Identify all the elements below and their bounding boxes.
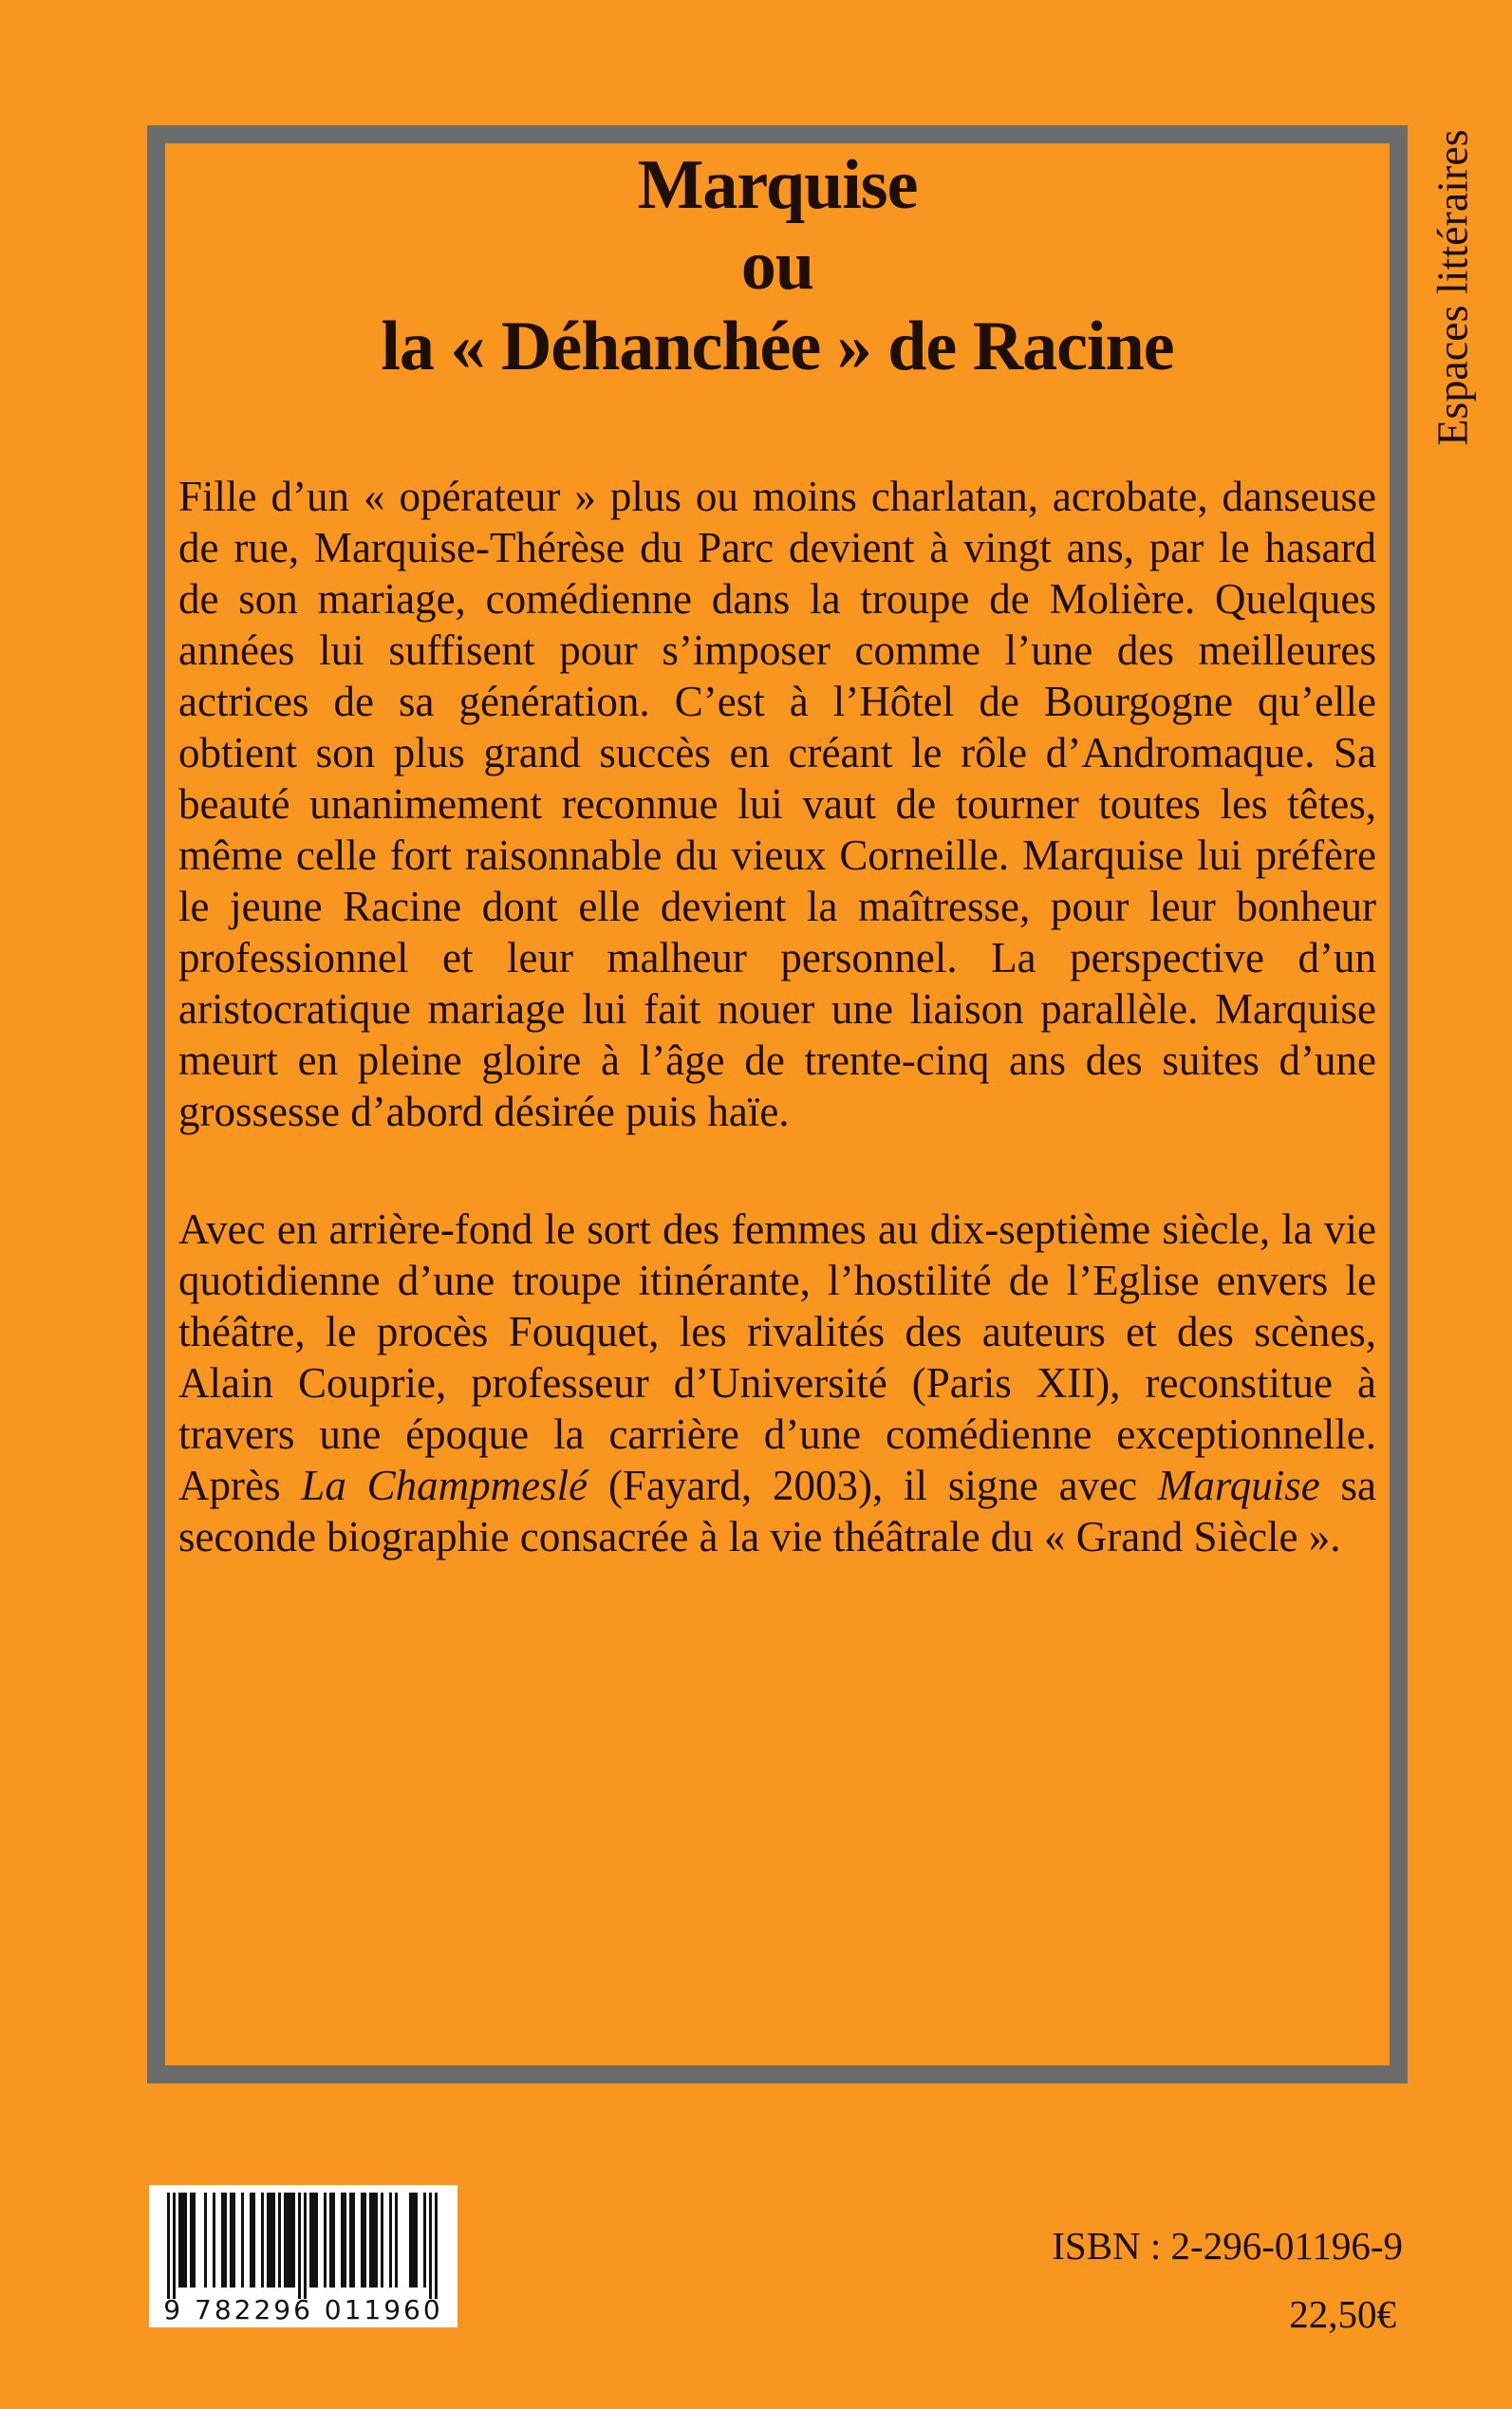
- collection-label: Espaces littéraires: [1428, 129, 1477, 446]
- title-line-2: ou: [740, 227, 814, 305]
- summary-frame: [147, 125, 1408, 2083]
- synopsis-paragraph: Fille d’un « opérateur » plus ou moins charlatan, acrobate, danseuse de rue, Marquise-Thérèse du Parc devient à vingt ans, par le hasard de son mariage, comédienne dans la troupe de Molière. Quelques années lui suffisent pour s’imposer comme l’une des meilleures actrices de sa génération. C’est à l’Hôtel de Bourgogne qu’elle obtient son plus grand succès en créant le rôle d’Andromaque. Sa beauté unanimement reconnue lui vaut de tourner toutes les têtes, même celle fort raisonnable du vieux Corneille. Marquise lui préfère le jeune Racine dont elle devient la maîtresse, pour leur bonheur professionnel et leur malheur personnel. La perspective d’un aristocratique mariage lui fait nouer une liaison parallèle. Marquise meurt en pleine gloire à l’âge de trente-cinq ans des suites d’une grossesse d’abord désirée puis haïe.: [178, 473, 1376, 1135]
- price-text: 22,50€: [1289, 2292, 1396, 2336]
- barcode: [149, 2185, 457, 2327]
- book-title: [178, 145, 1376, 387]
- title-line-3: la « Déhanchée » de Racine: [381, 308, 1174, 385]
- author-paragraph: Avec en arrière-fond le sort des femmes au dix-septième siècle, la vie quotidienne d’une troupe itinérante, l’hostilité de l’Eglise envers le théâtre, le procès Fouquet, les rivalités des auteurs et des scènes, Alain Couprie, professeur d’Université (Paris XII), reconstitue à travers une époque la carrière d’une comédienne exceptionnelle. Après La Champmeslé (Fayard, 2003), il signe avec Marquise sa seconde biographie consacrée à la vie théâtrale du « Grand Siècle ».: [178, 1205, 1377, 1560]
- isbn-text: ISBN : 2-296-01196-9: [1052, 2224, 1403, 2268]
- barcode-number: 9 782296 011960: [163, 2294, 443, 2325]
- title-line-1: Marquise: [637, 146, 918, 224]
